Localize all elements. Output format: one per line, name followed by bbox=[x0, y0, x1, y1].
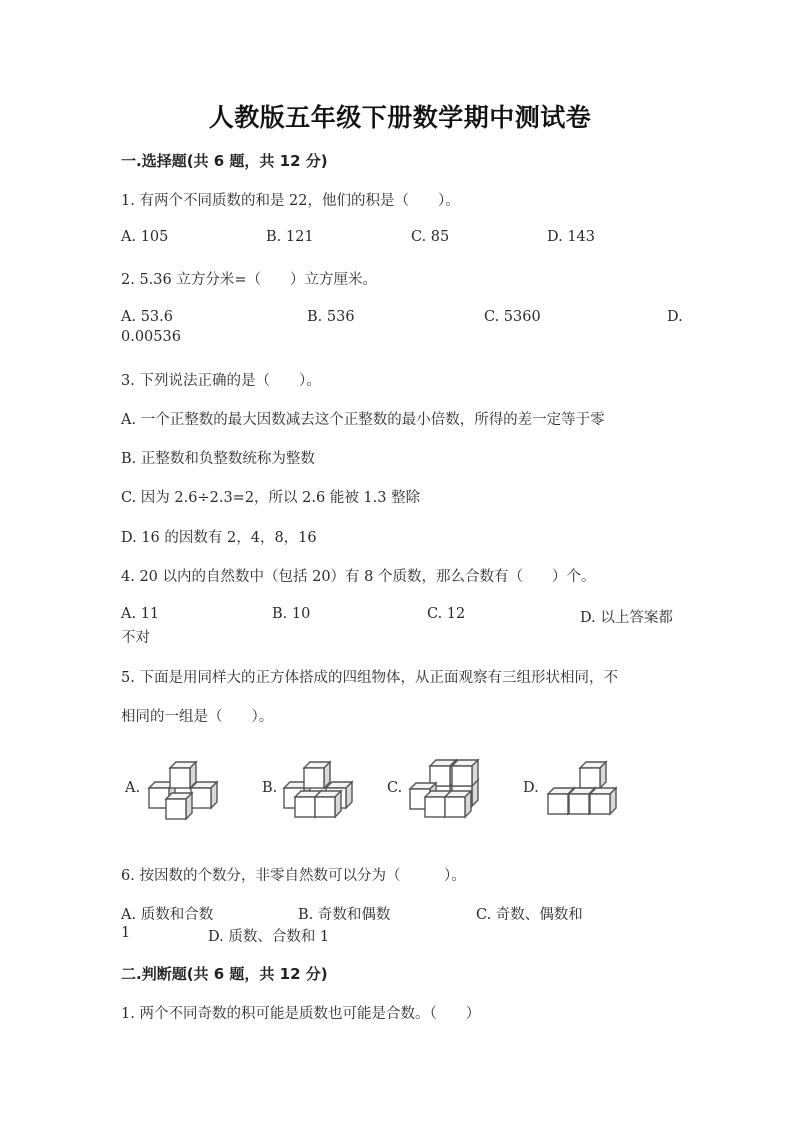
q3-option-c: C. 因为 2.6÷2.3=2，所以 2.6 能被 1.3 整除 bbox=[121, 490, 421, 506]
question-4-stem: 4. 20 以内的自然数中（包括 20）有 8 个质数，那么合数有（ ）个。 bbox=[121, 569, 596, 585]
question-6-stem: 6. 按因数的个数分，非零自然数可以分为（ ）。 bbox=[121, 868, 466, 884]
judgement-question-1-stem: 1. 两个不同奇数的积可能是质数也可能是合数。（ ） bbox=[121, 1006, 481, 1022]
q1-option-a: A. 105 bbox=[121, 229, 169, 245]
q6-option-a: A. 质数和合数 bbox=[121, 907, 214, 923]
figure-d-label: D. bbox=[523, 780, 539, 796]
q1-option-b: B. 121 bbox=[266, 229, 314, 245]
q6-option-c: C. 奇数、偶数和 bbox=[476, 907, 583, 923]
cube-figure-d bbox=[546, 760, 626, 822]
q1-option-c: C. 85 bbox=[411, 229, 450, 245]
section-heading-choice: 一.选择题(共 6 题，共 12 分) bbox=[121, 152, 328, 170]
question-5-stem-line2: 相同的一组是（ ）。 bbox=[121, 709, 274, 725]
cube-figure-b bbox=[282, 760, 362, 822]
q4-option-a: A. 11 bbox=[121, 606, 160, 622]
q4-option-b: B. 10 bbox=[272, 606, 311, 622]
q2-option-a: A. 53.6 bbox=[121, 309, 173, 325]
q6-option-b: B. 奇数和偶数 bbox=[298, 907, 391, 923]
q2-option-c: C. 5360 bbox=[484, 309, 541, 325]
figure-b-label: B. bbox=[262, 780, 278, 796]
q6-option-d: D. 质数、合数和 1 bbox=[208, 929, 330, 945]
q2-option-d-value: 0.00536 bbox=[121, 329, 181, 345]
section-heading-judgement: 二.判断题(共 6 题，共 12 分) bbox=[121, 965, 328, 983]
q3-option-b: B. 正整数和负整数统称为整数 bbox=[121, 451, 315, 467]
figure-c-label: C. bbox=[387, 780, 403, 796]
question-3-stem: 3. 下列说法正确的是（ ）。 bbox=[121, 373, 321, 389]
q2-option-d: D. bbox=[667, 309, 683, 325]
cube-figure-a bbox=[145, 760, 225, 822]
page-title: 人教版五年级下册数学期中测试卷 bbox=[208, 103, 592, 132]
question-5-stem-line1: 5. 下面是用同样大的正方体搭成的四组物体，从正面观察有三组形状相同，不 bbox=[121, 670, 618, 686]
cube-figure-c bbox=[408, 758, 498, 822]
q4-option-d-wrap: 不对 bbox=[121, 630, 150, 646]
q6-option-c-wrap: 1 bbox=[121, 925, 131, 941]
q4-option-d: D. 以上答案都 bbox=[580, 610, 673, 626]
q1-option-d: D. 143 bbox=[547, 229, 596, 245]
q4-option-c: C. 12 bbox=[427, 606, 466, 622]
question-2-stem: 2. 5.36 立方分米=（ ）立方厘米。 bbox=[121, 272, 377, 288]
q2-option-b: B. 536 bbox=[307, 309, 355, 325]
question-1-stem: 1. 有两个不同质数的和是 22，他们的积是（ ）。 bbox=[121, 193, 460, 209]
q3-option-d: D. 16 的因数有 2，4，8，16 bbox=[121, 530, 317, 546]
figure-a-label: A. bbox=[125, 780, 141, 796]
q3-option-a: A. 一个正整数的最大因数减去这个正整数的最小倍数，所得的差一定等于零 bbox=[121, 412, 605, 428]
